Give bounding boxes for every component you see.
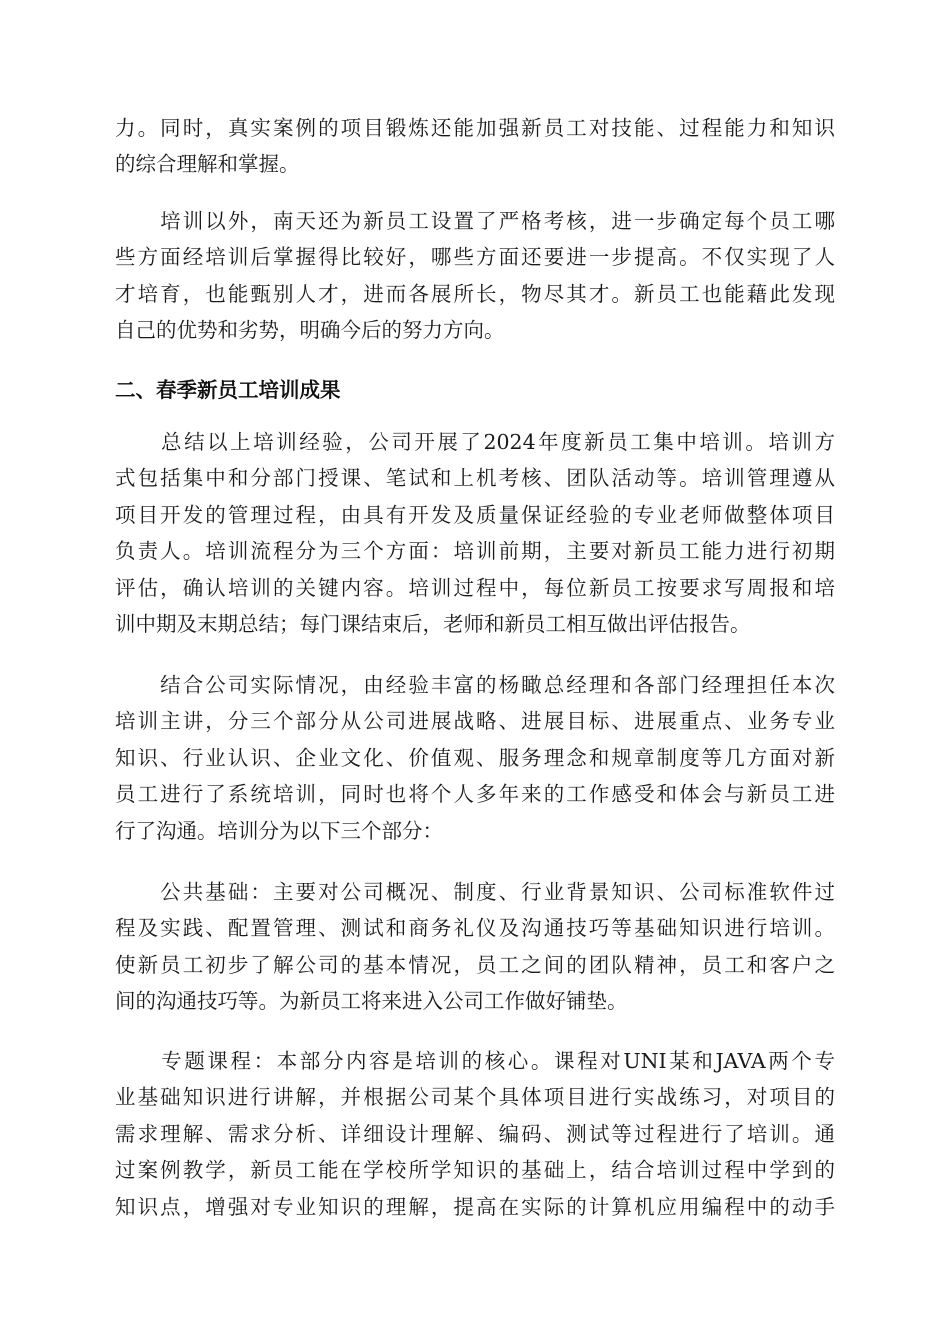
text-line: 训中期及末期总结；每门课结束后，老师和新员工相互做出评估报告。 — [115, 611, 751, 636]
text-line: 式包括集中和分部门授课、笔试和上机考核、团队活动等。培训管理遵从 — [115, 466, 835, 491]
text-line: 负责人。培训流程分为三个方面：培训前期，主要对新员工能力进行初期 — [115, 539, 835, 564]
text-line: 业基础知识进行讲解，并根据公司某个具体项目进行实战练习，对项目的 — [115, 1085, 835, 1110]
text-line: 项目开发的管理过程，由具有开发及质量保证经验的专业老师做整体项目 — [115, 502, 835, 527]
text-line: 培训主讲，分三个部分从公司进展战略、进展目标、进展重点、业务专业 — [115, 709, 835, 734]
text-line: 的综合理解和掌握。 — [115, 152, 300, 177]
paragraph-2 — [115, 203, 835, 349]
paragraph-6 — [115, 1043, 835, 1225]
text-line: 知识点，增强对专业知识的理解，提高在实际的计算机应用编程中的动手 — [115, 1194, 835, 1219]
text-line: 知识、行业认识、企业文化、价值观、服务理念和规章制度等几方面对新 — [115, 745, 835, 770]
paragraph-5 — [115, 874, 835, 1020]
text-line: 评估，确认培训的关键内容。培训过程中，每位新员工按要求写周报和培 — [115, 575, 835, 600]
text-line: 才培育，也能甄别人才，进而各展所长，物尽其才。新员工也能藉此发现 — [115, 281, 835, 306]
text-line: 员工进行了系统培训，同时也将个人多年来的工作感受和体会与新员工进 — [115, 782, 835, 807]
text-line: 公共基础：主要对公司概况、制度、行业背景知识、公司标准软件过 — [115, 880, 835, 904]
paragraph-1 — [115, 110, 835, 183]
text-line: 专题课程：本部分内容是培训的核心。课程对UNI某和JAVA两个专 — [115, 1049, 835, 1073]
text-line: 总结以上培训经验，公司开展了2024年度新员工集中培训。培训方 — [115, 430, 835, 454]
paragraph-4 — [115, 667, 835, 849]
text-line: 过案例教学，新员工能在学校所学知识的基础上，结合培训过程中学到的 — [115, 1158, 835, 1183]
text-line: 结合公司实际情况，由经验丰富的杨瞰总经理和各部门经理担任本次 — [115, 673, 835, 697]
section-heading: 二、春季新员工培训成果 — [115, 378, 341, 402]
text-line: 行了沟通。培训分为以下三个部分： — [115, 818, 443, 843]
text-line: 使新员工初步了解公司的基本情况，员工之间的团队精神，员工和客户之 — [115, 952, 835, 977]
text-line: 程及实践、配置管理、测试和商务礼仪及沟通技巧等基础知识进行培训。 — [115, 916, 835, 941]
text-line: 些方面经培训后掌握得比较好，哪些方面还要进一步提高。不仅实现了人 — [115, 245, 835, 270]
text-line: 培训以外，南天还为新员工设置了严格考核，进一步确定每个员工哪 — [115, 209, 835, 233]
text-line: 需求理解、需求分析、详细设计理解、编码、测试等过程进行了培训。通 — [115, 1121, 835, 1146]
text-line: 自己的优势和劣势，明确今后的努力方向。 — [115, 318, 505, 343]
paragraph-3 — [115, 424, 835, 642]
text-line: 力。同时，真实案例的项目锻炼还能加强新员工对技能、过程能力和知识 — [115, 116, 835, 140]
text-line: 间的沟通技巧等。为新员工将来进入公司工作做好铺垫。 — [115, 989, 628, 1014]
